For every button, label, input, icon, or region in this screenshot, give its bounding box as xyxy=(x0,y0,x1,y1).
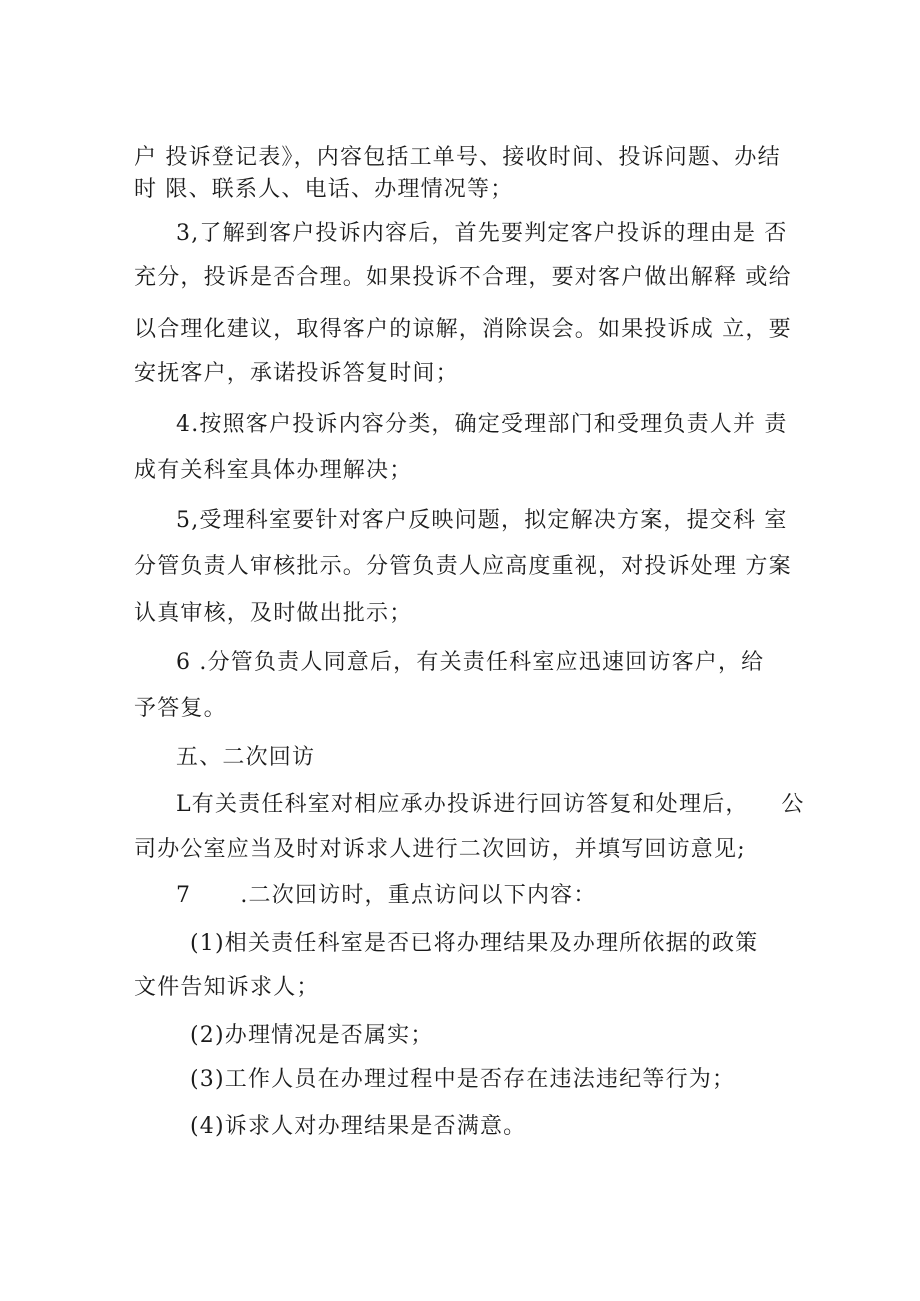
text-line-20: (2)办理情况是否属实； xyxy=(190,1023,434,1048)
text-line-5: 以合理化建议，取得客户的谅解，消除误会。如果投诉成 立，要 xyxy=(134,317,792,342)
text-line-10: 分管负责人审核批示。分管负责人应高度重视，对投诉处理 方案 xyxy=(134,554,792,579)
text-line-3: 3,了解到客户投诉内容后，首先要判定客户投诉的理由是 否 xyxy=(176,221,788,246)
text-line-21: (3)工作人员在办理过程中是否存在违法违纪等行为； xyxy=(190,1067,736,1092)
text-line-7: 4.按照客户投诉内容分类，确定受理部门和受理负责人并 责 xyxy=(176,412,788,437)
text-line-12: 6 .分管负责人同意后，有关责任科室应迅速回访客户，给 xyxy=(176,650,765,675)
text-line-9: 5,受理科室要针对客户反映问题，拟定解决方案，提交科 室 xyxy=(176,508,788,533)
text-line-1: 户 投诉登记表》，内容包括工单号、接收时间、投诉问题、办结 xyxy=(134,145,781,170)
text-line-17: 7 .二次回访时，重点访问以下内容： xyxy=(176,883,597,908)
text-line-11: 认真审核，及时做出批示； xyxy=(134,601,413,626)
text-line-19: 文件告知诉求人； xyxy=(134,975,320,1000)
text-line-18: (1)相关责任科室是否已将办理结果及办理所依据的政策 xyxy=(190,931,759,956)
text-line-13: 予答复。 xyxy=(134,696,227,721)
text-line-4: 充分，投诉是否合理。如果投诉不合理，要对客户做出解释 或给 xyxy=(134,265,792,290)
text-line-8: 成有关科室具体办理解决； xyxy=(134,458,413,483)
text-line-15: L有关责任科室对相应承办投诉进行回访答复和处理后， 公 xyxy=(176,792,805,817)
text-line-2: 时 限、联系人、电话、办理情况等； xyxy=(134,177,514,202)
section-heading: 五、二次回访 xyxy=(176,745,316,770)
text-line-6: 安抚客户，承诺投诉答复时间； xyxy=(134,361,459,386)
text-line-22: (4)诉求人对办理结果是否满意。 xyxy=(190,1114,527,1139)
text-line-16: 司办公室应当及时对诉求人进行二次回访，并填写回访意见; xyxy=(134,837,746,862)
